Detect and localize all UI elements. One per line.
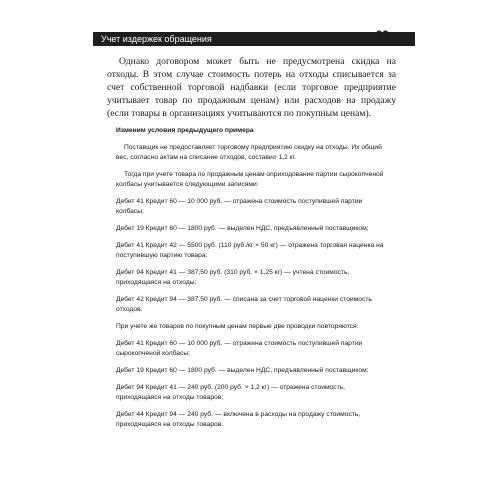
running-header-title: Учет издержек обращения [101,34,212,44]
page-number: 93 [376,30,389,42]
accounting-entry: Дебет 19 Кредит 60 — 1800 руб. — выделен НДС, предъявленный поставщиком; [116,367,369,374]
example-paragraph: Тогда при учете товара по продажным ценам оприходование партии сырокопченой колбасы учитывается следующими записями: [116,171,384,188]
accounting-entry: Дебет 44 Кредит 94 — 240 руб. — включена в расходы на продажу стоимость, приходящаяся на отходы товаров. [116,411,361,428]
accounting-entry: Дебет 41 Кредит 60 — 10 000 руб. — отражена стоимость поступившей партии колбасы; [116,198,363,215]
accounting-entry: Дебет 41 Кредит 42 — 5500 руб. (110 руб./кг × 50 кг) — отражена торговая наценка на поступившую партию товара; [116,242,384,259]
intro-paragraph: Однако договором может быть не предусмотрена скидка на отходы. В этом случае стоимость потерь на отходы списывается за счет собственной торговой надбавки (если торговое предприятие учитывает товар по продажным ценам) или расходов на продажу (если товары в организациях учитываются по покупным ценам). [107,56,396,119]
example-paragraph: Поставщик не предоставляет торговому предприятию скидку на отходы. Их общий вес, согласно актам на списание отходов, составил 1,2 кг. [116,144,382,161]
running-header [93,32,415,46]
example-paragraph: При учете же товаров по покупным ценам первые две проводки повторяются: [116,323,359,330]
accounting-entry: Дебет 19 Кредит 60 — 1800 руб. — выделен НДС, предъявленный поставщиком; [116,225,369,232]
accounting-entry: Дебет 42 Кредит 94 — 387,50 руб. — списана за счет торговой наценки стоимость отходов. [116,296,372,313]
example-block [116,126,384,437]
accounting-entry: Дебет 94 Кредит 41 — 387,50 руб. (310 руб. × 1,25 кг) — учтена стоимость, приходящаяся на отходы; [116,269,350,286]
example-title: Изменим условия предыдущего примера [116,127,254,134]
accounting-entry: Дебет 41 Кредит 60 — 10 000 руб. — отражена стоимость поступившей партии сырокопченой колбасы; [116,340,363,357]
accounting-entry: Дебет 94 Кредит 41 — 240 руб. (200 руб. × 1,2 кг) — отражена стоимость, приходящаяся на отходы товаров; [116,384,346,401]
